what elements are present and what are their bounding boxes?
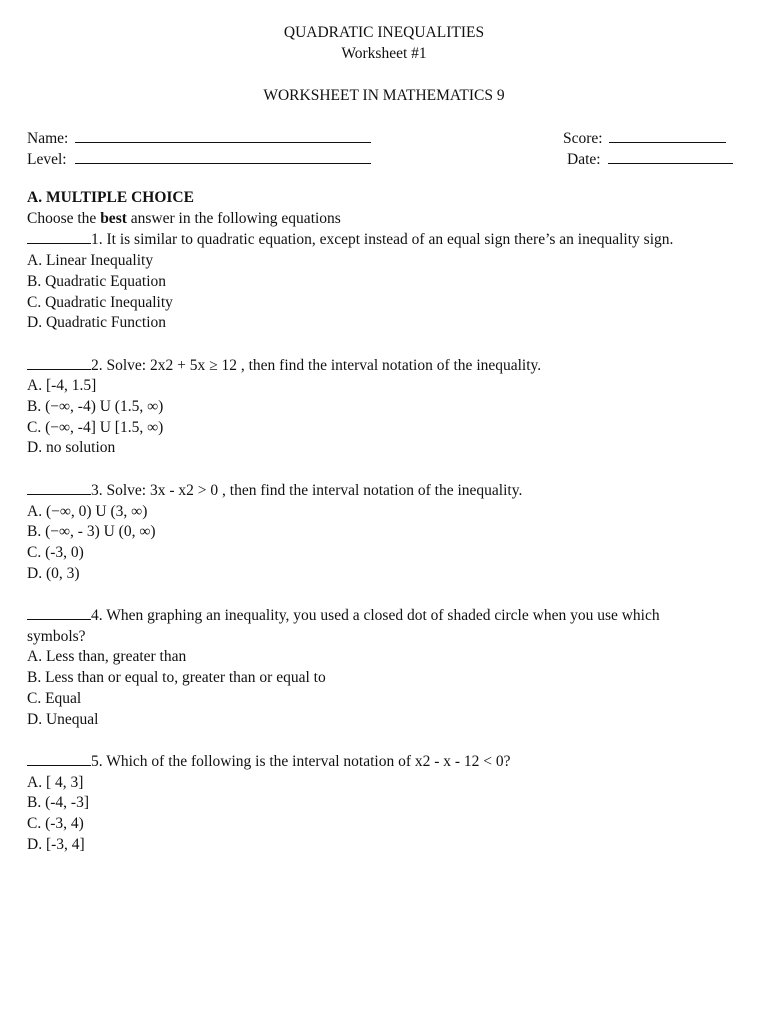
name-label: Name: xyxy=(27,130,69,147)
choice-5a: A. [ 4, 3] xyxy=(27,773,84,791)
answer-blank-3[interactable] xyxy=(27,480,91,495)
answer-blank-5[interactable] xyxy=(27,751,91,766)
score-blank[interactable] xyxy=(609,127,726,143)
choice-1c: C. Quadratic Inequality xyxy=(27,293,173,311)
choice-3a: A. (−∞, 0) U (3, ∞) xyxy=(27,502,148,520)
section-heading: A. MULTIPLE CHOICE xyxy=(27,189,194,206)
choice-2b: B. (−∞, -4) U (1.5, ∞) xyxy=(27,398,164,416)
worksheet-subtitle: Worksheet #1 xyxy=(341,45,427,62)
date-label: Date: xyxy=(567,151,601,168)
question-4: 4. When graphing an inequality, you used a closed dot of shaded circle when you use which symbols? xyxy=(27,607,660,645)
name-field-row xyxy=(27,127,371,149)
choice-2a: A. [-4, 1.5] xyxy=(27,377,97,395)
name-blank[interactable] xyxy=(75,127,371,143)
level-blank[interactable] xyxy=(75,148,371,164)
choice-5d: D. [-3, 4] xyxy=(27,835,85,853)
choice-2c: C. (−∞, -4] U [1.5, ∞) xyxy=(27,418,164,436)
choice-3b: B. (−∞, - 3) U (0, ∞) xyxy=(27,523,156,541)
question-3: 3. Solve: 3x - x2 > 0 , then find the interval notation of the inequality. xyxy=(27,480,747,502)
choice-5b: B. (-4, -3] xyxy=(27,794,89,812)
choice-3d: D. (0, 3) xyxy=(27,564,80,582)
choice-3c: C. (-3, 0) xyxy=(27,543,84,561)
section-instruction: Choose the best answer in the following equations xyxy=(27,209,341,227)
date-blank[interactable] xyxy=(608,148,733,164)
course-title: WORKSHEET IN MATHEMATICS 9 xyxy=(263,87,505,104)
choice-4c: C. Equal xyxy=(27,689,82,707)
worksheet-title: QUADRATIC INEQUALITIES xyxy=(283,24,485,41)
level-label: Level: xyxy=(27,151,67,168)
question-2: 2. Solve: 2x2 + 5x ≥ 12 , then find the interval notation of the inequality. xyxy=(27,355,747,377)
multiple-choice-section xyxy=(27,188,747,855)
choice-1d: D. Quadratic Function xyxy=(27,314,167,332)
choice-2d: D. no solution xyxy=(27,439,116,457)
choice-1b: B. Quadratic Equation xyxy=(27,272,167,290)
level-field-row xyxy=(27,148,371,170)
answer-blank-4[interactable] xyxy=(27,605,91,620)
choice-4a: A. Less than, greater than xyxy=(27,648,187,666)
choice-4d: D. Unequal xyxy=(27,710,99,728)
question-1: 1. It is similar to quadratic equation, except instead of an equal sign there’s an inequality sign. xyxy=(27,229,747,251)
choice-5c: C. (-3, 4) xyxy=(27,815,84,833)
choice-4b: B. Less than or equal to, greater than or equal to xyxy=(27,669,326,687)
answer-blank-2[interactable] xyxy=(27,355,91,370)
score-label: Score: xyxy=(563,130,603,147)
date-field-row xyxy=(567,148,733,170)
choice-1a: A. Linear Inequality xyxy=(27,252,154,270)
answer-blank-1[interactable] xyxy=(27,229,91,244)
score-field-row xyxy=(563,127,726,149)
question-5: 5. Which of the following is the interval notation of x2 - x - 12 < 0? xyxy=(27,751,747,773)
